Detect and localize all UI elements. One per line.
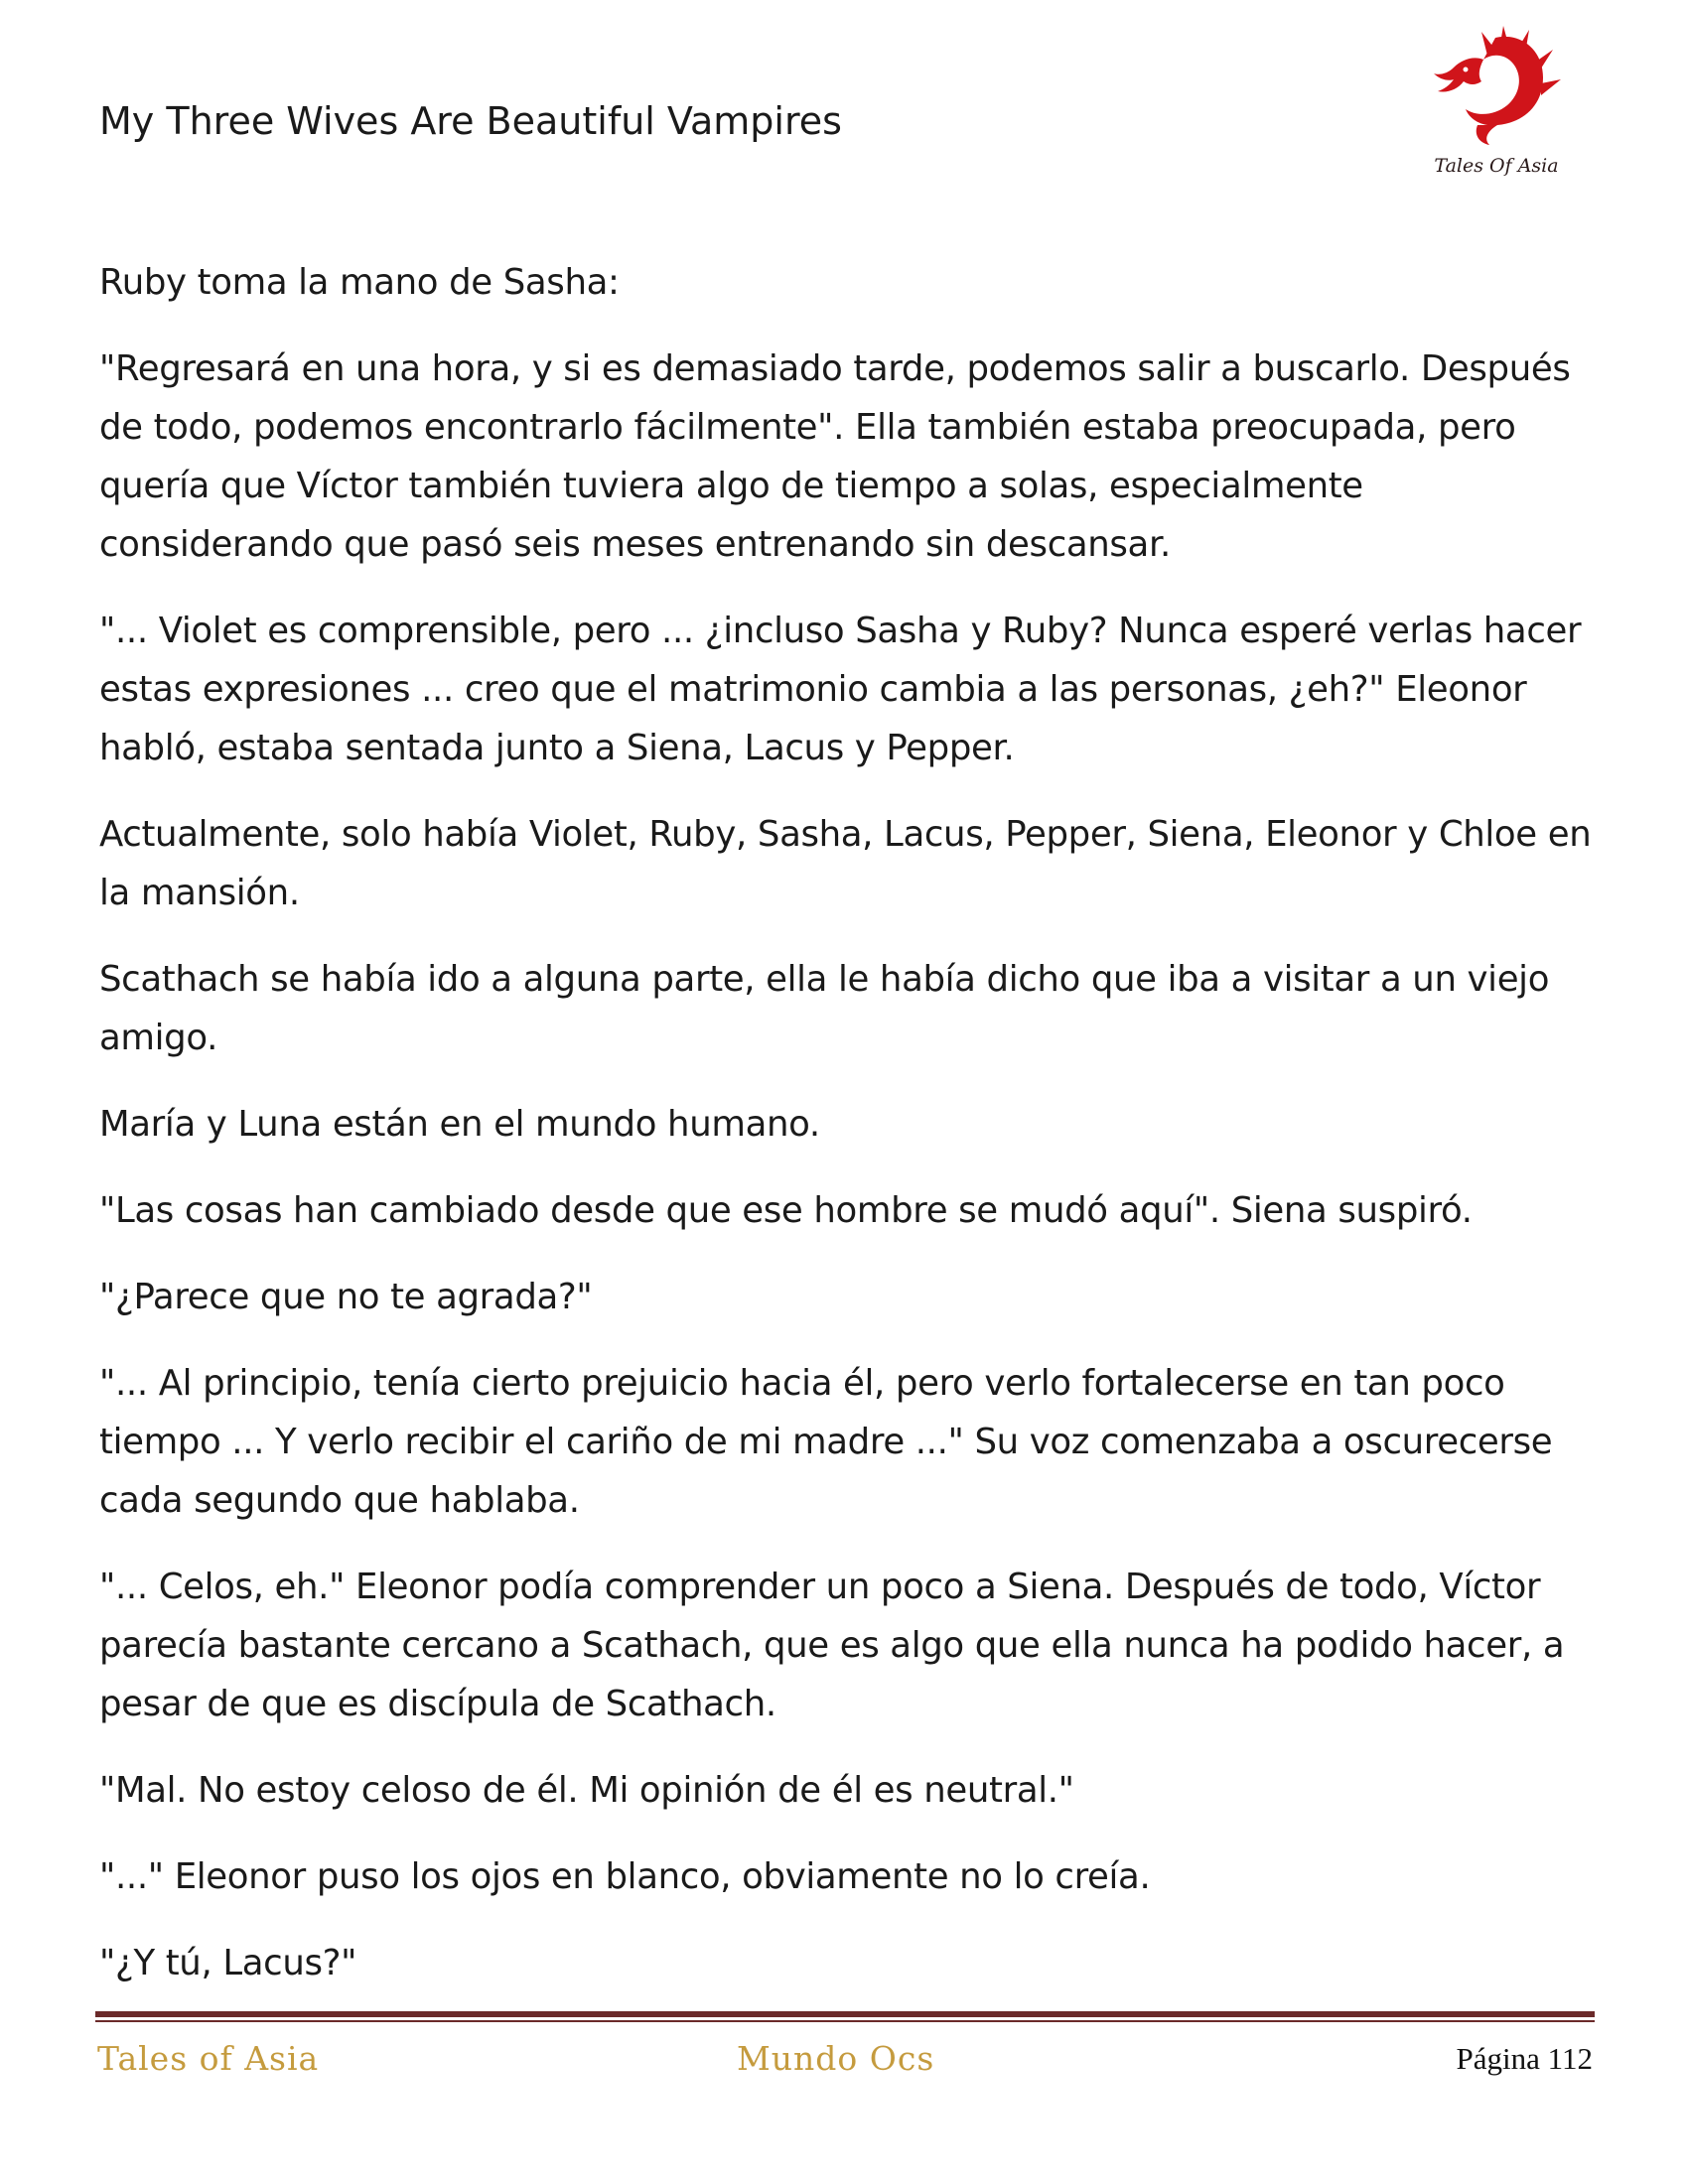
paragraph: "¿Y tú, Lacus?": [99, 1943, 357, 1983]
footer-divider: [95, 2011, 1595, 2023]
page-number: Página 112: [1456, 2041, 1593, 2076]
footer-section-name: Mundo Ocs: [737, 2039, 935, 2078]
paragraph: "... Celos, eh." Eleonor podía comprender un poco a Siena. Después de todo, Víctor parecía bastante cercano a Scathach, que es algo que ella nunca ha podido hacer, a pesar de que es discípula de Scathach.: [99, 1567, 1565, 1724]
paragraph: "Mal. No estoy celoso de él. Mi opinión de él es neutral.": [99, 1770, 1074, 1811]
paragraph: María y Luna están en el mundo humano.: [99, 1104, 820, 1145]
paragraph: Scathach se había ido a alguna parte, ella le había dicho que iba a visitar a un viejo amigo.: [99, 959, 1550, 1058]
paragraph: "... Violet es comprensible, pero ... ¿incluso Sasha y Ruby? Nunca esperé verlas hacer estas expresiones ... creo que el matrimonio cambia a las personas, ¿eh?" Eleonor habló, estaba sentada junto a Siena, Lacus y Pepper.: [99, 611, 1582, 768]
paragraph: "Las cosas han cambiado desde que ese hombre se mudó aquí". Siena suspiró.: [99, 1190, 1473, 1231]
paragraph: Ruby toma la mano de Sasha:: [99, 262, 620, 303]
chapter-body: [99, 253, 1594, 2020]
paragraph: "Regresará en una hora, y si es demasiado tarde, podemos salir a buscarlo. Después de todo, podemos encontrarlo fácilmente". Ella también estaba preocupada, pero quería que Víctor también tuviera algo de tiempo a solas, especialmente considerando que pasó seis meses entrenando sin descansar.: [99, 348, 1571, 565]
paragraph: "..." Eleonor puso los ojos en blanco, obviamente no lo creía.: [99, 1856, 1151, 1897]
paragraph: "¿Parece que no te agrada?": [99, 1277, 593, 1317]
tales-of-asia-logo: [1426, 20, 1565, 179]
footer-site-name: Tales of Asia: [97, 2039, 320, 2078]
paragraph: "... Al principio, tenía cierto prejuicio hacia él, pero verlo fortalecerse en tan poco tiempo ... Y verlo recibir el cariño de mi madre ..." Su voz comenzaba a oscurecerse cada segundo que hablaba.: [99, 1363, 1553, 1521]
paragraph: Actualmente, solo había Violet, Ruby, Sasha, Lacus, Pepper, Siena, Eleonor y Chloe en la mansión.: [99, 814, 1592, 913]
book-title: My Three Wives Are Beautiful Vampires: [99, 99, 842, 143]
logo-text: Tales Of Asia: [1434, 155, 1559, 177]
